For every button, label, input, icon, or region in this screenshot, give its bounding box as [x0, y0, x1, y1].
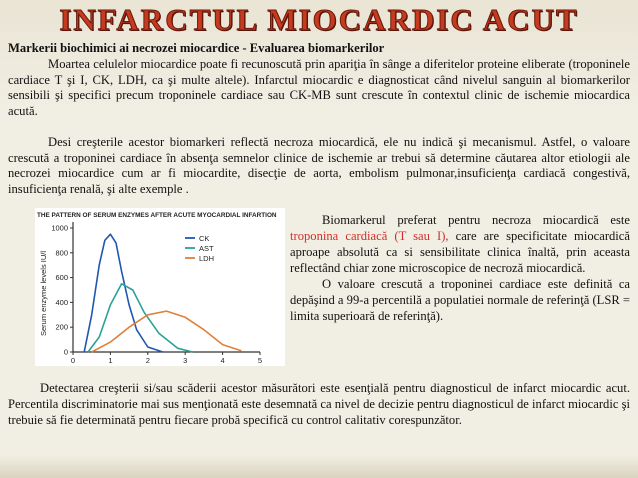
x-tick-label: 5: [257, 356, 263, 365]
y-tick-label: 0: [63, 347, 68, 357]
bottom-paragraph: [8, 380, 630, 429]
troponin-highlight: troponina cardiacă (T sau I),: [290, 229, 449, 243]
right-text-p2: O valoare crescută a troponinei cardiace este definită ca depăşind a 99-a percentilă a populatiei normale de referinţă (LSR = limita superioară de referinţă).: [290, 277, 631, 323]
y-tick-label: 800: [55, 248, 68, 258]
chart-legend: [185, 234, 214, 263]
y-tick-label: 400: [55, 297, 68, 307]
paragraph-1-text: Moartea celulelor miocardice poate fi recunoscută prin apariţia în sânge a diferitelor proteine eliberate (troponinele cardiace T şi I, CK, LDH, ca şi multe altele). Infarctul miocardic e diagnosticat când nivelul sanguin al biomarkerilor sensibili şi specifici precum troponinele cardiace sau CK-MB sunt crescute în contextul clinic de ischemie miocardica acută.: [8, 57, 630, 118]
series-line-ck: [84, 234, 163, 352]
x-tick-label: 1: [108, 356, 113, 365]
x-tick-label: 0: [70, 356, 76, 365]
right-text: [290, 212, 630, 324]
x-tick-label: 3: [183, 356, 188, 365]
series-line-ldh: [92, 311, 242, 352]
paragraph-1: [8, 57, 630, 119]
enzyme-chart-svg: [35, 208, 285, 366]
bottom-paragraph-text: Detectarea creşterii si/sau scăderii acestor măsurători este esenţială pentru diagnosticul de infarct miocardic acut. Percentila discriminatorie mai sus menţionată este desemnată ca nivel de decizie pentru diagnosticul de infarct miocardic şi trebuie să fie determinată pentru fiecare probă specifică cu control calitativ corespunzător.: [8, 381, 630, 428]
footer-background: [0, 455, 638, 478]
paragraph-2: [8, 135, 630, 197]
legend-label-ast: AST: [199, 243, 214, 253]
x-tick-label: 2: [145, 356, 150, 365]
right-text-p1-start: Biomarkerul preferat pentru necroza miocardică este: [322, 213, 630, 227]
legend-label-ldh: LDH: [199, 253, 215, 263]
paragraph-2-text: Desi creşterile acestor biomarkeri reflectă necroza miocardică, ele nu indică şi mecanismul. Astfel, o valoare crescută a troponinei cardiace în absenţa semnelor clinice de ischemie ar trebui să determine căutarea altor etiologii ale necrozei miocardice cum ar fi miocardite, disecţie de aorta, embolism pulmonar,insuficienţa cardiacă congestivă, insuficienţa renală, şi alte exemple .: [8, 135, 630, 196]
legend-label-ck: CK: [199, 233, 210, 243]
y-tick-label: 1000: [51, 223, 68, 233]
y-tick-label: 200: [55, 322, 68, 332]
series-line-ast: [88, 284, 193, 352]
y-tick-label: 600: [55, 273, 68, 283]
enzyme-chart: [35, 208, 285, 366]
slide-title: INFARCTUL MIOCARDIC ACUT: [59, 2, 579, 37]
x-tick-label: 4: [220, 356, 225, 365]
chart-title: THE PATTERN OF SERUM ENZYMES AFTER ACUTE MYOCARDIAL INFARTION: [37, 212, 277, 219]
section-heading: Markerii biochimici ai necrozei miocardice - Evaluarea biomarkerilor: [8, 41, 385, 55]
chart-axes: [51, 222, 262, 365]
right-text-p1-end: care are specificitate miocardică aproape absolută ca si sensibilitate clinica înaltă, prin aceasta reflectând chiar zone microscopice de necroză miocardică.: [290, 229, 630, 275]
chart-y-axis-label: Serum enzyme levels IU/l: [39, 250, 48, 336]
chart-series: [84, 234, 241, 352]
